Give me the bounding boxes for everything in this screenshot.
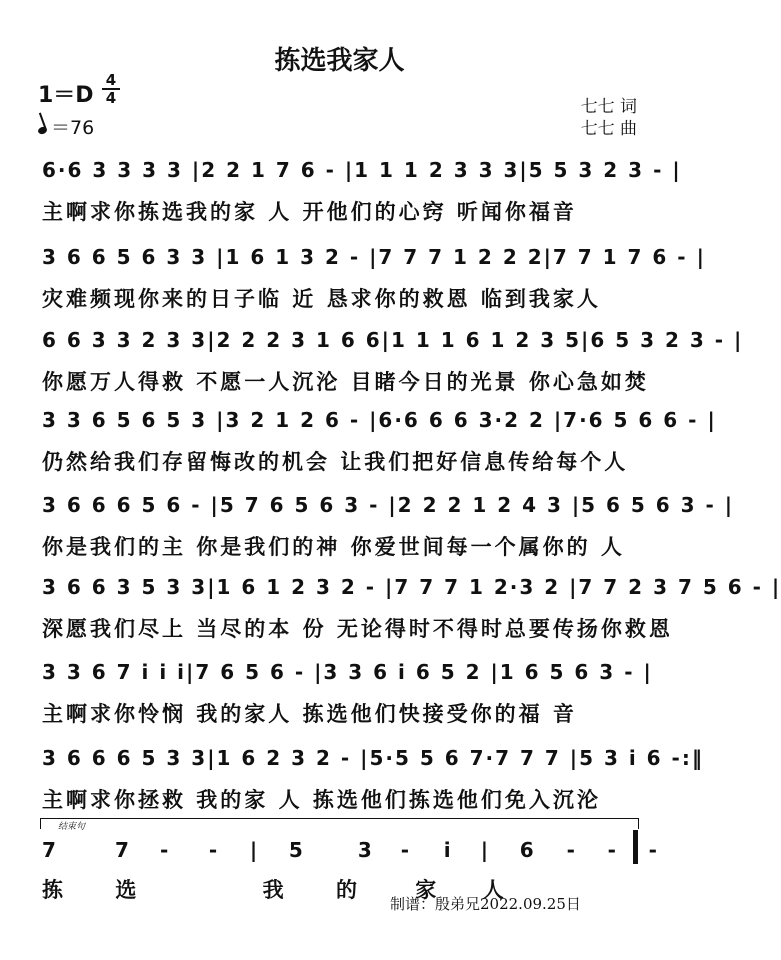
tempo-marking xyxy=(38,113,94,140)
time-signature xyxy=(100,72,122,106)
final-barline xyxy=(633,830,638,864)
notation-line: 3 6 6 6 5 6 - |5 7 6 5 6 3 - |2 2 2 1 2 4 3 |5 6 5 6 3 - | xyxy=(42,493,735,517)
barline: | xyxy=(249,838,258,862)
notation-line: 3 6 6 5 6 3 3 |1 6 1 3 2 - |7 7 7 1 2 2 2|7 7 1 7 6 - | xyxy=(42,245,706,269)
finale-note: 6 xyxy=(519,838,534,862)
finale-notation xyxy=(42,838,669,862)
lyricist-credit: 七七 词 xyxy=(580,97,637,117)
notation-line: 3 3 6 7 i i i|7 6 5 6 - |3 3 6 i 6 5 2 |1 6 5 6 3 - | xyxy=(42,660,653,684)
notation-line: 6·6 3 3 3 3 |2 2 1 7 6 - |1 1 1 2 3 3 3|5 5 3 2 3 - | xyxy=(42,158,682,182)
finale-note: - xyxy=(648,838,657,862)
lyrics-line: 主啊求你拯救 我的家 人 拣选他们拣选他们免入沉沦 xyxy=(42,788,601,812)
finale-note: 5 xyxy=(288,838,303,862)
time-signature-bottom: 4 xyxy=(105,89,117,107)
tempo-value: ＝76 xyxy=(51,117,95,139)
finale-lyric: 我 xyxy=(262,878,284,902)
composer-credit: 七七 曲 xyxy=(580,119,637,139)
notation-line: 3 3 6 5 6 5 3 |3 2 1 2 6 - |6·6 6 6 3·2 2 |7·6 5 6 6 - | xyxy=(42,408,717,432)
lyrics-line: 灾难频现你来的日子临 近 恳求你的救恩 临到我家人 xyxy=(42,287,601,311)
notation-line: 6 6 3 3 2 3 3|2 2 2 3 1 6 6|1 1 1 6 1 2 3 5|6 5 3 2 3 - | xyxy=(42,328,744,352)
finale-note: - xyxy=(607,838,616,862)
finale-note: 7 xyxy=(114,838,129,862)
finale-lyric: 的 xyxy=(335,878,357,902)
finale-note: - xyxy=(159,838,169,862)
finale-note: - xyxy=(566,838,575,862)
lyrics-line: 你是我们的主 你是我们的神 你爱世间每一个属你的 人 xyxy=(42,535,625,559)
finale-lyric: 人 xyxy=(482,878,504,902)
finale-note: i xyxy=(443,838,451,862)
lyrics-line: 你愿万人得救 不愿一人沉沦 目睹今日的光景 你心急如焚 xyxy=(42,370,649,394)
finale-note: 3 xyxy=(357,838,372,862)
time-signature-top: 4 xyxy=(105,71,117,89)
song-title: 拣选我家人 xyxy=(274,46,405,76)
finale-lyric: 选 xyxy=(115,878,137,902)
finale-note: - xyxy=(208,838,218,862)
quarter-note-icon xyxy=(37,126,48,136)
notation-line: 3 6 6 3 5 3 3|1 6 1 2 3 2 - |7 7 7 1 2·3 2 |7 7 2 3 7 5 6 - | xyxy=(42,575,781,599)
lyrics-line: 主啊求你拣选我的家 人 开他们的心窍 听闻你福音 xyxy=(42,200,577,224)
barline: | xyxy=(480,838,489,862)
transcriber-credit: 制谱：殷弟兄2022.09.25日 xyxy=(390,895,581,913)
finale-note: - xyxy=(400,838,410,862)
lyrics-line: 深愿我们尽上 当尽的本 份 无论得时不得时总要传扬你救恩 xyxy=(42,617,673,641)
lyrics-line: 仍然给我们存留悔改的机会 让我们把好信息传给每个人 xyxy=(42,450,629,474)
notation-line: 3 6 6 6 5 3 3|1 6 2 3 2 - |5·5 5 6 7·7 7 7 |5 3 i 6 -:‖ xyxy=(42,746,704,770)
finale-label: 结束句 xyxy=(58,822,86,832)
key-signature: 1＝D xyxy=(38,83,94,108)
finale-lyric: 拣 xyxy=(42,878,63,902)
finale-bracket xyxy=(40,818,639,829)
finale-lyric: 家 xyxy=(415,878,437,902)
lyrics-line: 主啊求你怜悯 我的家人 拣选他们快接受你的福 音 xyxy=(42,702,577,726)
finale-note: 7 xyxy=(42,838,56,862)
